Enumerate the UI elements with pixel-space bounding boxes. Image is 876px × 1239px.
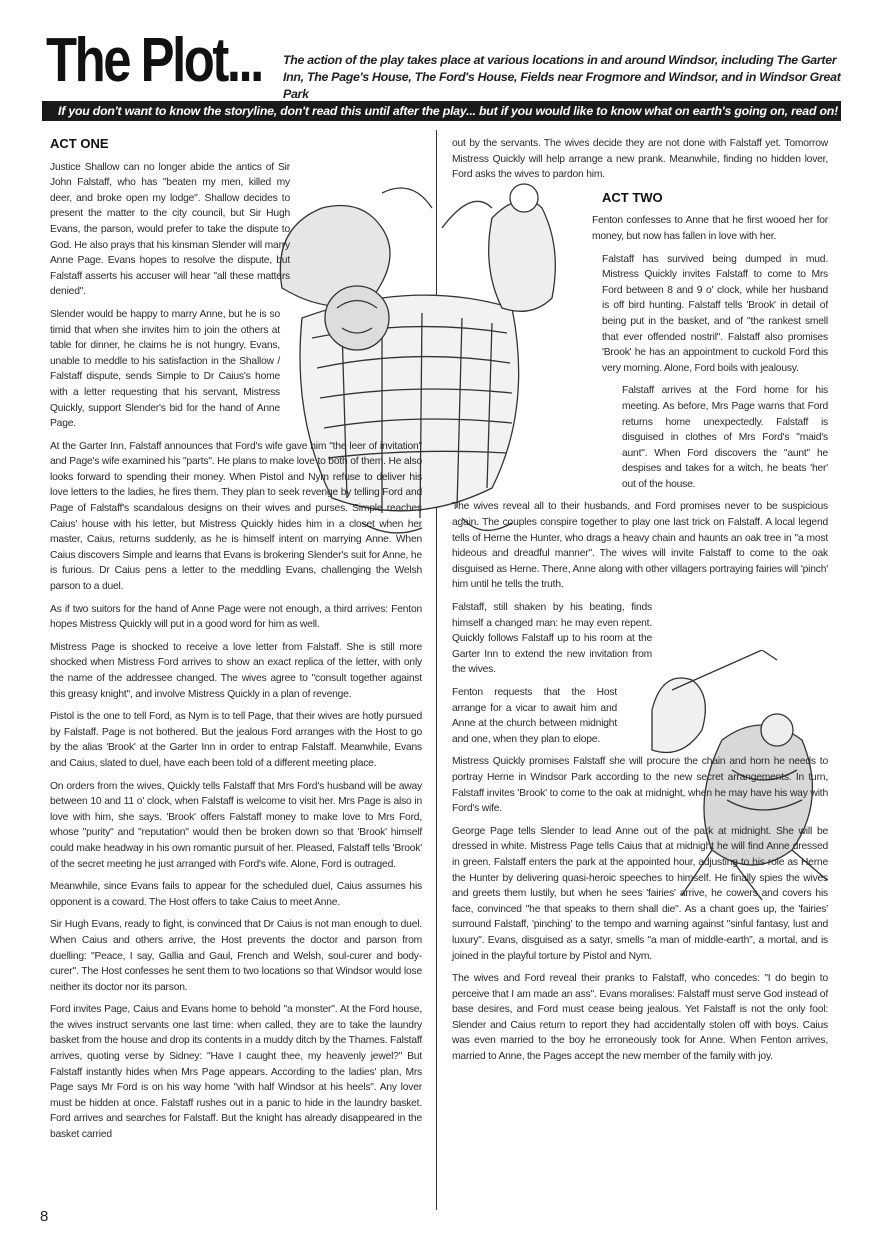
act-one-paragraph: Sir Hugh Evans, ready to fight, is convinced that Dr Caius is not man enough to duel. When Caius and others arrive, the Host prevents the doctor and parson from duelling: "Peace, I say, Gallia and Gaul, French and Welsh, soul-curer and body-curer". The Host confesses he sent them to two locations so that Windsor would lose neither its doctor nor its parson. bbox=[50, 919, 422, 993]
act-two-paragraph: Mistress Quickly promises Falstaff she will procure the chain and horn he needs to portray Herne in Windsor Park according to the new secret arrangements. In turn, Falstaff invites 'Brook' to come to the oak at midnight, when he may have his way with Ford's wife. bbox=[452, 756, 828, 815]
act-two-heading: ACT TWO bbox=[602, 189, 663, 205]
act-two-paragraph: Falstaff arrives at the Ford home for his meeting. As before, Mrs Page warns that Ford returns home unexpectedly. Falstaff is disguised in clothes of Mrs Ford's "maid's aunt". When Ford discovers the "aunt" he despises and takes for a witch, he beats 'her' out of the house. bbox=[622, 385, 828, 490]
act-one-paragraph: Justice Shallow can no longer abide the antics of Sir John Falstaff, who has "beaten my men, killed my deer, and broke open my lodge". Shallow decides to present the matter to the city council, but Sir Hugh Evans, the parson, would prefer to take the dispute to God. He also prays that his kinsman Slender will marry Anne Page. Evans hopes to resolve the dispute, but Falstaff asserts his accuser will hear "all these matters denied". bbox=[50, 161, 290, 298]
act-one-paragraph: On orders from the wives, Quickly tells Falstaff that Mrs Ford's husband will be away between 10 and 11 o' clock, when Falstaff is welcome to visit her. Mrs Page is also in love with him, she says. 'Brook' offers Falstaff money to make love to Mrs Ford, whose "purity" and "reputation" would then be broken down so that 'Brook' himself could make headway in his own romantic pursuit of her. Pleased, Falstaff tells 'Brook' of the secret meeting he just arranged with Ford's wife. Alone, Ford is outraged. bbox=[50, 780, 422, 870]
spoiler-banner: If you don't want to know the storyline, don't read this until after the play... but if you would like to know what on earth's going on, read on! bbox=[42, 101, 841, 121]
act-two-paragraph: The wives and Ford reveal their pranks to Falstaff, who concedes: "I do begin to perceive that I am made an ass". Evans moralises: Falstaff must serve God instead of base desires, and Ford must cease being jealous. Yet Falstaff is not the only fool: Slender and Caius return to report they had accidentally stolen off with boys. Caius was even married to the boy he erroneously took for Anne. When Fenton arrives, married to Anne, the Pages accept the new member of the family with joy. bbox=[452, 973, 828, 1063]
right-column bbox=[452, 136, 828, 1072]
act-two-paragraph: Falstaff has survived being dumped in mud. Mistress Quickly invites Falstaff to come to Mrs Ford between 8 and 9 o' clock, while her husband is off bird hunting. Falstaff tells 'Brook' in detail of being put in the basket, and of "the rankest smell that ever offended nostril". Falstaff also promises 'Brook' he has an appointment to cuckold Ford this very morning. Alone, Ford boils with jealousy. bbox=[602, 253, 828, 374]
act-two-paragraph: The wives reveal all to their husbands, and Ford promises never to be suspicious again. The couples conspire together to play one last trick on Falstaff. A local legend tells of Herne the Hunter, who drags a heavy chain and haunts an oak tree in "a most hideous and dreadful manner". The wives will invite Falstaff to come to the oak disguised as Herne. There, Anne along with other villagers portraying fairies will 'pinch' him until he tells the truth. bbox=[452, 501, 828, 591]
act-one-heading: ACT ONE bbox=[50, 136, 109, 151]
act-one-paragraph: Mistress Page is shocked to receive a love letter from Falstaff. She is still more shocked when Mistress Ford arrives to show an exact replica of the letter, with only the name of the addressee changed. The wives agree to "consult together against this greasy knight", and involve Mistress Quickly in a plan of revenge. bbox=[50, 641, 422, 700]
act-one-paragraph: At the Garter Inn, Falstaff announces that Ford's wife gave him "the leer of invitation" and Page's wife examined his "parts". He plans to make love to both of them. He also looks forward to spending their money. When Pistol and Nym refuse to deliver his love letters to the ladies, he fires them. They plan to seek revenge by telling Ford and Page of Falstaff's scandalous designs on their wives and purses. Simple reaches Caius' house with his letter, but Mistress Quickly hides him in a closet when her master, Caius, returns suddenly, as he is himself intent on marrying Anne. When Caius discovers Simple and learns that Evans is brokering Slender's suit for Anne, he is furious. Dr Caius pens a letter to the meddling Evans, challenging the Welsh parson to a duel. bbox=[50, 440, 422, 593]
act-one-paragraph: Pistol is the one to tell Ford, as Nym is to tell Page, that their wives are hotly pursued by Falstaff. Page is not bothered. But the jealous Ford arranges with the Host to go by the alias 'Brook' at the Garter Inn in order to entrap Falstaff. Meanwhile, Evans and Caius, slated to duel, have each been told of a different meeting place. bbox=[50, 711, 422, 769]
page-title: The Plot... bbox=[46, 26, 262, 95]
act-two-paragraph: Fenton confesses to Anne that he first wooed her for money, but now has fallen in love with her. bbox=[592, 215, 828, 242]
act-one-paragraph: Slender would be happy to marry Anne, but he is so timid that when she invites him to join the others at table for dinner, he claims he is not hungry. Evans, unable to meddle to his satisfaction in the Shallow / Falstaff dispute, sends Simple to Dr Caius's home with a letter requesting that his servant, Mistress Quickly, support Slender's bid for the hand of Anne Page. bbox=[50, 308, 280, 430]
act-two-paragraph: George Page tells Slender to lead Anne out of the park at midnight. She will be dressed in white. Mistress Page tells Caius that at midnight he will find Anne dressed in green. Falstaff enters the park at the appointed hour, adjusting to his role as Herne the Hunter by delivering quasi-heroic speeches to himself. He finally spies the wives and greets them lustily, but when he sees 'fairies' arrive, he cowers and covers his face, convinced "he that speaks to them shall die". As a chant goes up, the 'fairies' surround Falstaff, 'pinching' to the tempo and warning against "sinful fantasy, lust and luxury". Evans, disguised as a satyr, smells "a man of middle-earth", a mortal, and is joined in the playful torture by Pistol and Nym. bbox=[452, 825, 828, 962]
act-two-paragraph: Fenton requests that the Host arrange for a vicar to await him and Anne at the church between midnight and one, when they plan to elope. bbox=[452, 687, 617, 745]
act-one-continuation: out by the servants. The wives decide they are not done with Falstaff yet. Tomorrow Mistress Quickly will help arrange a new prank. Meanwhile, finding no hidden lover, Ford asks the wives to pardon him. bbox=[452, 138, 828, 181]
left-column bbox=[50, 136, 422, 1150]
act-one-paragraph: As if two suitors for the hand of Anne Page were not enough, a third arrives: Fenton hopes Mistress Quickly will put in a good word for him as well. bbox=[50, 603, 422, 631]
act-one-paragraph: Ford invites Page, Caius and Evans home to behold "a monster". At the Ford house, the wives instruct servants one last time: when called, they are to take the laundry basket from the house and drop its contents in a muddy ditch by the Thames. Falstaff arrives, quoting verse by Sidney: "Have I caught thee, my heavenly jewel?" But Falstaff instantly hides when Mrs Page appears. According to the ladies' plan, Mrs Page says Mr Ford is on his way home "with half Windsor at his heels". Any lover must be hidden at once. Falstaff rushes out in a panic to hide in the laundry basket. Ford arrives and searches for Falstaff. But the knight has already disappeared in the basket carried bbox=[50, 1004, 422, 1141]
page-number: 8 bbox=[40, 1208, 49, 1225]
act-two-paragraph: Falstaff, still shaken by his beating, finds himself a changed man: he may even repent. Quickly follows Falstaff up to his room at the Garter Inn to extend the new invitation from the wives. bbox=[452, 602, 652, 676]
act-one-paragraph: Meanwhile, since Evans fails to appear for the scheduled duel, Caius assumes his opponent is a coward. The Host offers to take Caius to meet Anne. bbox=[50, 881, 422, 908]
page-subtitle: The action of the play takes place at various locations in and around Windsor, including The Garter Inn, The Page's House, The Ford's House, Fields near Frogmore and Windsor, and in Windsor Great Park bbox=[283, 53, 841, 101]
